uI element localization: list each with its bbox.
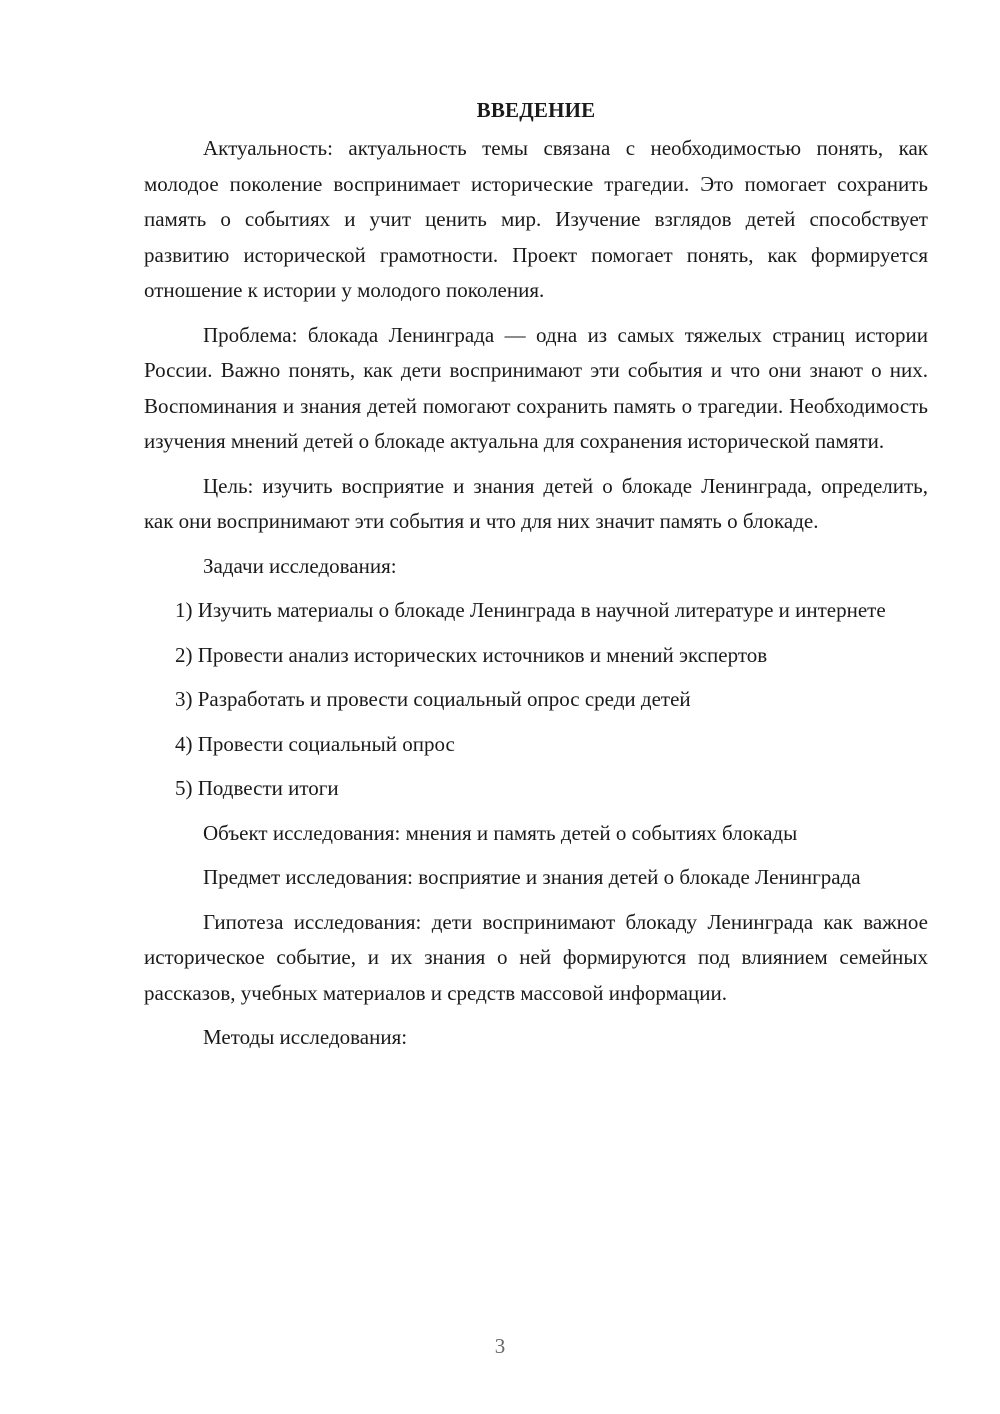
task-item-5: 5) Подвести итоги bbox=[175, 776, 339, 800]
paragraph-actuality: Актуальность: актуальность темы связана с необходимостью понять, как молодое поколение воспринимает исторические трагедии. Это помогает сохранить память о событиях и учит ценить мир. Изучение взглядов детей способствует развитию исторической грамотности. Проект помогает понять, как формируется отношение к истории у молодого поколения. bbox=[144, 136, 928, 302]
methods-heading: Методы исследования: bbox=[203, 1025, 408, 1049]
paragraph-object: Объект исследования: мнения и память детей о событиях блокады bbox=[203, 820, 798, 845]
section-title: ВВЕДЕНИЕ bbox=[476, 98, 596, 122]
paragraph-hypothesis: Гипотеза исследования: дети воспринимают блокаду Ленинграда как важное историческое событие, и их знания о ней формируются под влиянием семейных рассказов, учебных материалов и средств массовой информации. bbox=[144, 909, 928, 1005]
paragraph-subject: Предмет исследования: восприятие и знания детей о блокаде Ленинграда bbox=[203, 865, 861, 889]
page-number: 3 bbox=[494, 1334, 506, 1358]
document-page bbox=[144, 92, 928, 1056]
paragraph-problem: Проблема: блокада Ленинграда — одна из самых тяжелых страниц истории России. Важно понять, как дети воспринимают эти события и что они знают о них. Воспоминания и знания детей помогают сохранить память о трагедии. Необходимость изучения мнений детей о блокаде актуальна для сохранения исторической памяти. bbox=[144, 322, 928, 453]
task-item-4: 4) Провести социальный опрос bbox=[175, 731, 455, 756]
tasks-heading: Задачи исследования: bbox=[203, 553, 397, 578]
paragraph-goal: Цель: изучить восприятие и знания детей о блокаде Ленинграда, определить, как они воспринимают эти события и что для них значит память о блокаде. bbox=[144, 473, 928, 533]
task-item-3: 3) Разработать и провести социальный опрос среди детей bbox=[175, 687, 691, 711]
task-item-1: 1) Изучить материалы о блокаде Ленинграда в научной литературе и интернете bbox=[175, 598, 886, 622]
task-item-2: 2) Провести анализ исторических источников и мнений экспертов bbox=[175, 642, 768, 667]
